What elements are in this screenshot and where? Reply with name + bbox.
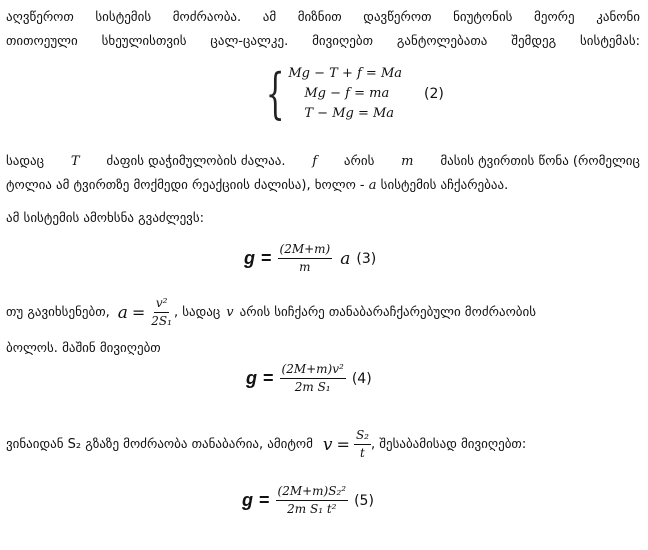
denominator: 2m S₁ t² xyxy=(287,502,337,516)
numerator: S₂ xyxy=(354,428,371,445)
text-segment: არის xyxy=(343,154,375,169)
equals-sign: = xyxy=(131,303,146,322)
equals-sign: = xyxy=(336,435,350,454)
equation-4 xyxy=(246,362,372,395)
symbol-a: a xyxy=(368,178,377,193)
symbol-g: g xyxy=(242,490,253,510)
symbol-a: a xyxy=(340,248,351,269)
text-segment: არის სიჩქარე თანაბარაჩქარებული მოძრაობის xyxy=(239,305,537,320)
text-segment: სადაც xyxy=(6,154,45,169)
paragraph-1-line-2: თითოეული სხეულისთვის ცალ-ცალკე. მივიღებთ განტოლებათა შემდეგ სისტემას: xyxy=(6,34,640,49)
numerator: (2M+m)v² xyxy=(280,362,346,379)
denominator: 2S₁ xyxy=(151,314,172,328)
text-segment: ტოლია ამ ტვირთზე მოქმედი რეაქციის ძალისა), ხოლო - xyxy=(6,178,365,193)
text-segment: ვინაიდან S₂ გზაზე მოძრაობა თანაბარია, ამიტომ xyxy=(6,437,313,452)
symbol-g: g xyxy=(246,368,257,388)
system-rows xyxy=(288,64,402,124)
equation-number-4: (4) xyxy=(351,370,372,387)
numerator: v² xyxy=(154,296,170,313)
paragraph-4-line-2: ბოლოს. მაშინ მივიღებთ xyxy=(6,341,161,356)
curly-brace-icon: { xyxy=(265,62,285,125)
text-segment: თუ გავიხსენებთ, xyxy=(6,305,110,320)
equation-5 xyxy=(242,484,374,517)
paragraph-5 xyxy=(6,428,640,461)
symbol-v: v xyxy=(226,305,234,320)
denominator: m xyxy=(299,260,311,274)
text-segment: სისტემის აჩქარებაა. xyxy=(380,178,509,193)
equation-number-5: (5) xyxy=(354,492,374,509)
denominator: 2m S₁ xyxy=(294,380,331,394)
paragraph-4-line-1 xyxy=(6,296,640,329)
symbol-a: a xyxy=(117,302,128,323)
equation-number-3: (3) xyxy=(356,250,377,267)
symbol-v: v xyxy=(322,434,333,455)
system-row-2: Mg − f = ma xyxy=(304,86,390,101)
numerator: (2M+m)S₂² xyxy=(276,484,349,501)
equals-sign: = xyxy=(263,368,274,388)
equals-sign: = xyxy=(259,490,270,510)
symbol-m: m xyxy=(401,154,414,169)
paragraph-3: ამ სისტემის ამოხსნა გვაძლევს: xyxy=(6,211,205,226)
fraction xyxy=(354,428,371,461)
system-row-3: T − Mg = Ma xyxy=(304,106,395,121)
paragraph-1-line-1: აღვწეროთ სისტემის მოძრაობა. ამ მიზნით დავწეროთ ნიუტონის მეორე კანონი xyxy=(6,10,640,25)
paragraph-2-line-2 xyxy=(6,178,640,193)
fraction xyxy=(276,484,349,517)
fraction xyxy=(280,362,346,395)
denominator: t xyxy=(360,446,365,460)
text-segment: ძაფის დაჭიმულობის ძალაა. xyxy=(106,154,286,169)
symbol-g: g xyxy=(244,248,255,268)
equation-3 xyxy=(244,242,376,275)
symbol-f: f xyxy=(312,154,318,169)
equals-sign: = xyxy=(261,248,272,268)
text-segment: , შესაბამისად მივიღებთ: xyxy=(370,437,527,452)
equation-system-2 xyxy=(258,64,444,124)
system-row-1: Mg − T + f = Ma xyxy=(288,66,403,81)
fraction xyxy=(149,296,174,329)
paragraph-2-line-1 xyxy=(6,154,640,169)
symbol-T: T xyxy=(70,154,80,169)
fraction xyxy=(278,242,333,275)
text-segment: , სადაც xyxy=(173,305,221,320)
numerator: (2M+m) xyxy=(278,242,333,259)
equation-number-2: (2) xyxy=(424,86,444,102)
text-segment: მასის ტვირთის წონა (რომელიც xyxy=(440,154,640,169)
